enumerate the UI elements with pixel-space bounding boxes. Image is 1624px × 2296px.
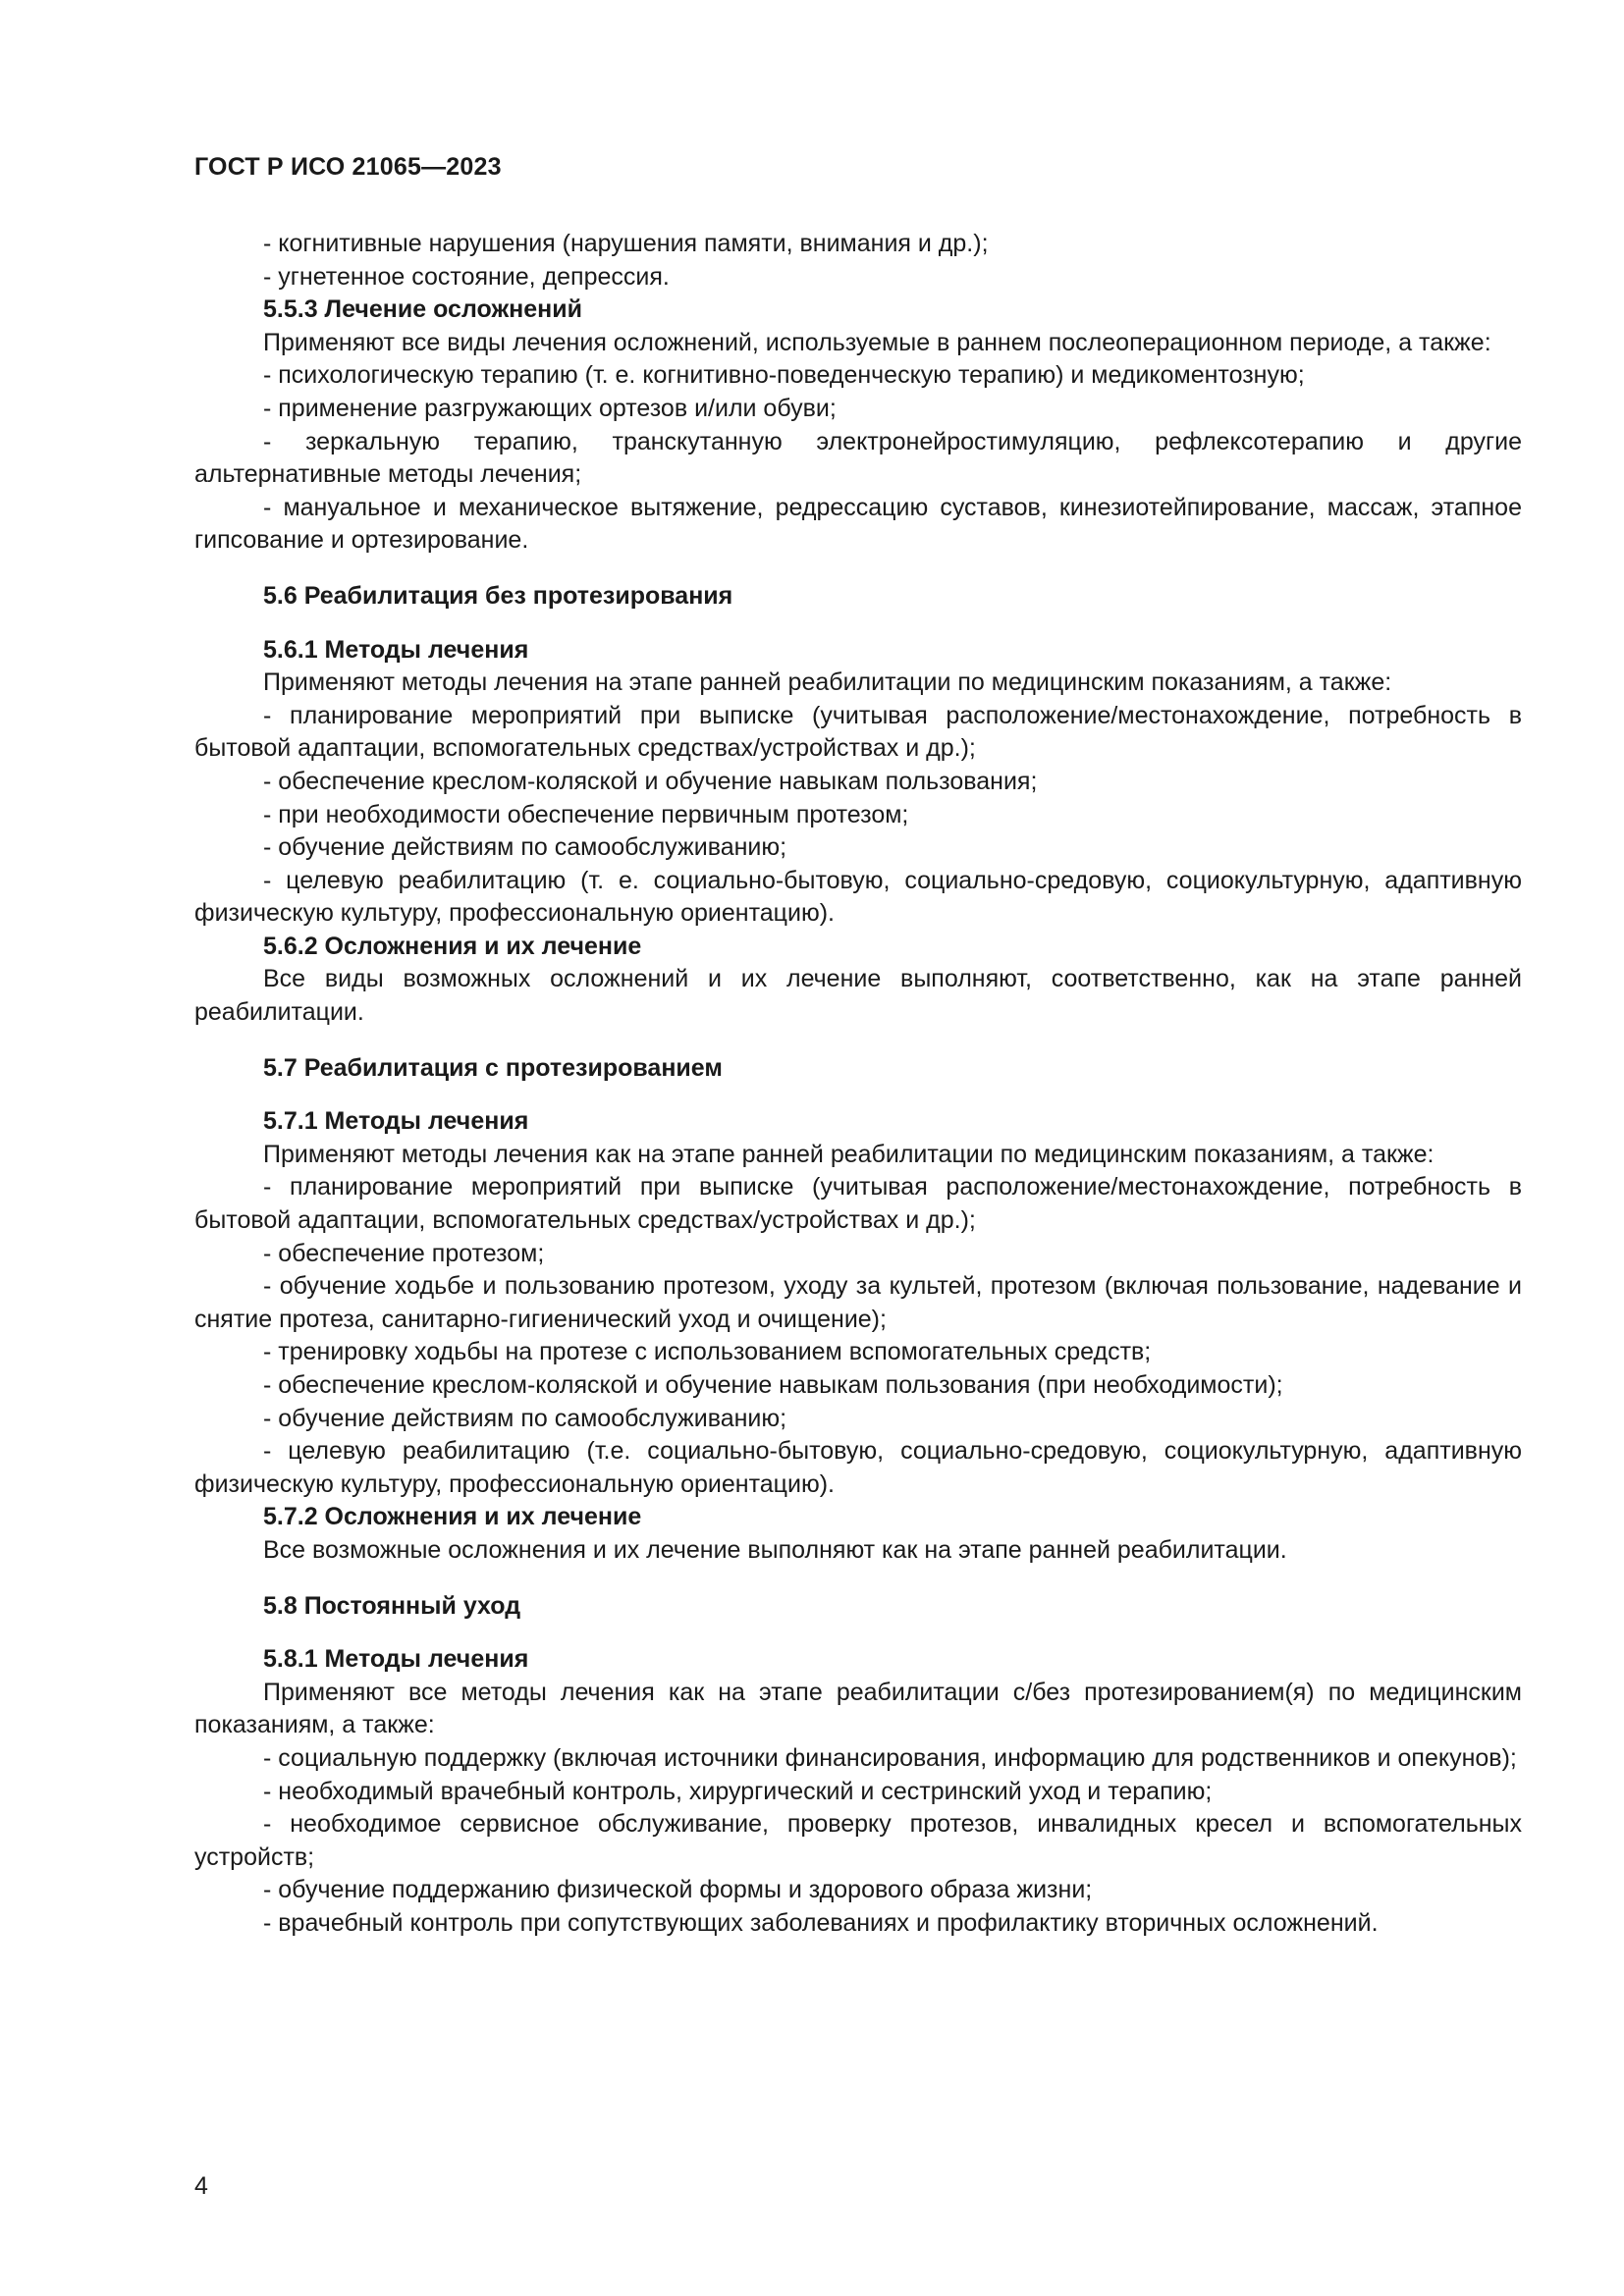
section-heading: 5.7 Реабилитация с протезированием [263, 1053, 723, 1082]
list-item: - обучение действиям по самообслуживанию; [263, 1404, 787, 1432]
paragraph: Применяют методы лечения как на этапе ранней реабилитации по медицинским показаниям, а также: [263, 1140, 1435, 1168]
list-item: - обеспечение креслом-коляской и обучение навыкам пользования (при необходимости); [263, 1371, 1283, 1399]
list-item: - необходимое сервисное обслуживание, проверку протезов, инвалидных кресел и вспомогательных устройств; [194, 1810, 1522, 1871]
list-item: - применение разгружающих ортезов и/или обуви; [263, 394, 837, 422]
list-item: - обеспечение протезом; [263, 1239, 545, 1267]
list-item: - при необходимости обеспечение первичным протезом; [263, 800, 909, 828]
list-item: - обучение поддержанию физической формы и здорового образа жизни; [263, 1876, 1093, 1904]
list-item: - психологическую терапию (т. е. когнитивно-поведенческую терапию) и медикоментозную; [263, 361, 1305, 390]
subsection-heading: 5.5.3 Лечение осложнений [263, 295, 583, 324]
document-code-header: ГОСТ Р ИСО 21065—2023 [194, 153, 502, 181]
list-item: - социальную поддержку (включая источники финансирования, информацию для родственников и опекунов); [263, 1743, 1517, 1772]
list-item: - планирование мероприятий при выписке (учитывая расположение/местонахождение, потребность в бытовой адаптации, вспомогательных средствах/устройствах и др.); [194, 1173, 1522, 1235]
paragraph: Все возможные осложнения и их лечение выполняют как на этапе ранней реабилитации. [263, 1535, 1287, 1564]
paragraph: Применяют все методы лечения как на этапе реабилитации с/без протезированием(я) по медицинским показаниям, а также: [194, 1678, 1522, 1739]
list-item: - целевую реабилитацию (т.е. социально-бытовую, социально-средовую, социокультурную, адаптивную физическую культуру, профессиональную ориентацию). [194, 1437, 1522, 1498]
list-item: - зеркальную терапию, транскутанную электронейростимуляцию, рефлексотерапию и другие альтернативные методы лечения; [194, 427, 1522, 489]
list-item: - планирование мероприятий при выписке (учитывая расположение/местонахождение, потребность в бытовой адаптации, вспомогательных средствах/устройствах и др.); [194, 701, 1522, 763]
paragraph: Применяют методы лечения на этапе ранней реабилитации по медицинским показаниям, а также: [263, 668, 1392, 697]
list-item: - мануальное и механическое вытяжение, редрессацию суставов, кинезиотейпирование, массаж, этапное гипсование и ортезирование. [194, 493, 1522, 555]
section-heading: 5.8 Постоянный уход [263, 1591, 521, 1620]
subsection-heading: 5.7.2 Осложнения и их лечение [263, 1503, 642, 1531]
list-item: - необходимый врачебный контроль, хирургический и сестринский уход и терапию; [263, 1777, 1213, 1805]
list-item: - тренировку ходьбы на протезе с использованием вспомогательных средств; [263, 1338, 1152, 1366]
subsection-heading: 5.6.1 Методы лечения [263, 635, 529, 664]
paragraph: Все виды возможных осложнений и их лечение выполняют, соответственно, как на этапе ранней реабилитации. [194, 965, 1522, 1027]
list-item: - обучение действиям по самообслуживанию; [263, 833, 787, 862]
subsection-heading: 5.8.1 Методы лечения [263, 1645, 529, 1674]
document-body [194, 228, 1522, 1941]
list-item: - обучение ходьбе и пользованию протезом, уходу за культей, протезом (включая пользование, надевание и снятие протеза, санитарно-гигиенический уход и очищение); [194, 1272, 1522, 1333]
list-item: - угнетенное состояние, депрессия. [263, 262, 670, 291]
list-item: - обеспечение креслом-коляской и обучение навыкам пользования; [263, 767, 1038, 795]
subsection-heading: 5.6.2 Осложнения и их лечение [263, 932, 642, 960]
section-heading: 5.6 Реабилитация без протезирования [263, 581, 733, 610]
page-number: 4 [194, 2172, 208, 2200]
list-item: - врачебный контроль при сопутствующих заболеваниях и профилактику вторичных осложнений. [263, 1908, 1379, 1937]
list-item: - когнитивные нарушения (нарушения памяти, внимания и др.); [263, 230, 989, 257]
paragraph: Применяют все виды лечения осложнений, используемые в раннем послеоперационном периоде, а также: [263, 328, 1491, 356]
subsection-heading: 5.7.1 Методы лечения [263, 1107, 529, 1136]
list-item: - целевую реабилитацию (т. е. социально-бытовую, социально-средовую, социокультурную, адаптивную физическую культуру, профессиональную ориентацию). [194, 866, 1522, 928]
